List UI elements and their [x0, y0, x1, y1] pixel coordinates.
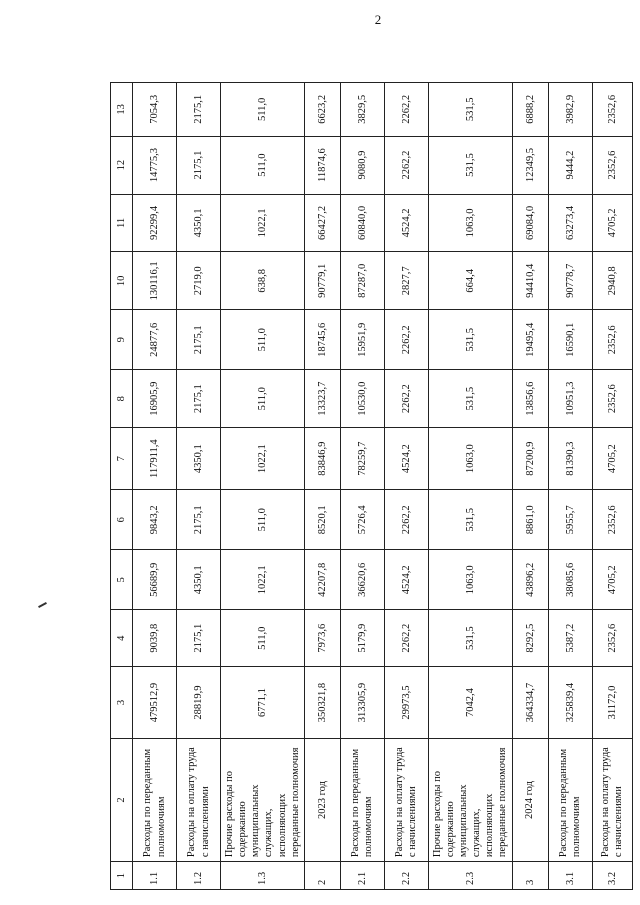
- value-cell: 3829,5: [340, 83, 384, 137]
- value-cell: 4350,1: [177, 428, 221, 490]
- table-row: [548, 83, 592, 890]
- value-cell: 1022,1: [221, 194, 305, 252]
- value-cell: 10530,0: [340, 370, 384, 428]
- value-cell: 531,5: [428, 490, 512, 550]
- value-cell: 92299,4: [133, 194, 177, 252]
- value-cell: 479512,9: [133, 667, 177, 739]
- table-row: [428, 83, 512, 890]
- value-cell: 13856,6: [512, 370, 548, 428]
- value-cell: 12349,5: [512, 136, 548, 194]
- row-description-cell: 2023 год: [304, 738, 340, 861]
- value-cell: 2352,6: [592, 490, 632, 550]
- value-cell: 87287,0: [340, 252, 384, 310]
- value-cell: 511,0: [221, 490, 305, 550]
- value-cell: 4705,2: [592, 550, 632, 610]
- value-cell: 3982,9: [548, 83, 592, 137]
- value-cell: 4524,2: [384, 194, 428, 252]
- value-cell: 1063,0: [428, 550, 512, 610]
- row-number-cell: 1.1: [133, 862, 177, 890]
- value-cell: 531,5: [428, 610, 512, 667]
- value-cell: 2175,1: [177, 490, 221, 550]
- value-cell: 531,5: [428, 370, 512, 428]
- value-cell: 2352,6: [592, 83, 632, 137]
- value-cell: 4705,2: [592, 194, 632, 252]
- value-cell: 531,5: [428, 136, 512, 194]
- value-cell: 511,0: [221, 310, 305, 370]
- value-cell: 14775,3: [133, 136, 177, 194]
- value-cell: 42207,8: [304, 550, 340, 610]
- value-cell: 43896,2: [512, 550, 548, 610]
- column-number-cell: 5: [111, 550, 133, 610]
- value-cell: 2262,2: [384, 136, 428, 194]
- column-number-cell: 3: [111, 667, 133, 739]
- table-row: [512, 83, 548, 890]
- value-cell: 2262,2: [384, 610, 428, 667]
- value-cell: 2175,1: [177, 610, 221, 667]
- value-cell: 87200,9: [512, 428, 548, 490]
- value-cell: 9039,8: [133, 610, 177, 667]
- value-cell: 9080,9: [340, 136, 384, 194]
- value-cell: 2262,2: [384, 83, 428, 137]
- value-cell: 16905,9: [133, 370, 177, 428]
- value-cell: 9843,2: [133, 490, 177, 550]
- value-cell: 28819,9: [177, 667, 221, 739]
- value-cell: 5179,9: [340, 610, 384, 667]
- table-row: [592, 83, 632, 890]
- value-cell: 24877,6: [133, 310, 177, 370]
- value-cell: 6771,1: [221, 667, 305, 739]
- value-cell: 36620,6: [340, 550, 384, 610]
- value-cell: 117911,4: [133, 428, 177, 490]
- column-number-cell: 7: [111, 428, 133, 490]
- value-cell: 19495,4: [512, 310, 548, 370]
- row-description-cell: Расходы по переданным полномочиям: [548, 738, 592, 861]
- value-cell: 5955,7: [548, 490, 592, 550]
- value-cell: 31172,0: [592, 667, 632, 739]
- value-cell: 8520,1: [304, 490, 340, 550]
- value-cell: 1063,0: [428, 428, 512, 490]
- value-cell: 2352,6: [592, 610, 632, 667]
- value-cell: 16590,1: [548, 310, 592, 370]
- row-number-cell: 2: [304, 862, 340, 890]
- row-description-cell: Расходы на оплату труда с начислениями: [592, 738, 632, 861]
- value-cell: 2262,2: [384, 370, 428, 428]
- value-cell: 7042,4: [428, 667, 512, 739]
- value-cell: 8861,0: [512, 490, 548, 550]
- value-cell: 2175,1: [177, 370, 221, 428]
- value-cell: 2352,6: [592, 136, 632, 194]
- value-cell: 83846,9: [304, 428, 340, 490]
- column-number-cell: 8: [111, 370, 133, 428]
- row-number-cell: 3: [512, 862, 548, 890]
- value-cell: 9444,2: [548, 136, 592, 194]
- value-cell: 13323,7: [304, 370, 340, 428]
- value-cell: 531,5: [428, 310, 512, 370]
- page-number: 2: [374, 12, 382, 27]
- value-cell: 18745,6: [304, 310, 340, 370]
- value-cell: 2262,2: [384, 490, 428, 550]
- row-description-cell: Расходы на оплату труда с начислениями: [177, 738, 221, 861]
- value-cell: 94410,4: [512, 252, 548, 310]
- value-cell: 11874,6: [304, 136, 340, 194]
- value-cell: 511,0: [221, 83, 305, 137]
- value-cell: 6623,2: [304, 83, 340, 137]
- value-cell: 2352,6: [592, 310, 632, 370]
- value-cell: 1022,1: [221, 550, 305, 610]
- value-cell: 4350,1: [177, 194, 221, 252]
- row-description-cell: Расходы на оплату труда с начислениями: [384, 738, 428, 861]
- column-number-cell: 1: [111, 862, 133, 890]
- value-cell: 350321,8: [304, 667, 340, 739]
- table-row: [177, 83, 221, 890]
- value-cell: 15951,9: [340, 310, 384, 370]
- column-number-cell: 10: [111, 252, 133, 310]
- value-cell: 60840,0: [340, 194, 384, 252]
- value-cell: 638,8: [221, 252, 305, 310]
- table-row: [133, 83, 177, 890]
- row-number-cell: 2.2: [384, 862, 428, 890]
- value-cell: 325839,4: [548, 667, 592, 739]
- value-cell: 2175,1: [177, 83, 221, 137]
- value-cell: 2352,6: [592, 370, 632, 428]
- column-number-cell: 4: [111, 610, 133, 667]
- table-row: [304, 83, 340, 890]
- table-row: [221, 83, 305, 890]
- value-cell: 5387,2: [548, 610, 592, 667]
- value-cell: 81390,3: [548, 428, 592, 490]
- value-cell: 4524,2: [384, 550, 428, 610]
- value-cell: 63273,4: [548, 194, 592, 252]
- row-number-cell: 3.2: [592, 862, 632, 890]
- column-number-cell: 6: [111, 490, 133, 550]
- row-number-cell: 1.3: [221, 862, 305, 890]
- row-number-cell: 2.3: [428, 862, 512, 890]
- row-number-cell: 1.2: [177, 862, 221, 890]
- row-number-cell: 2.1: [340, 862, 384, 890]
- value-cell: 4705,2: [592, 428, 632, 490]
- value-cell: 4350,1: [177, 550, 221, 610]
- value-cell: 5726,4: [340, 490, 384, 550]
- value-cell: 2827,7: [384, 252, 428, 310]
- row-number-cell: 3.1: [548, 862, 592, 890]
- value-cell: 2940,8: [592, 252, 632, 310]
- value-cell: 56689,9: [133, 550, 177, 610]
- value-cell: 90778,7: [548, 252, 592, 310]
- value-cell: 364334,7: [512, 667, 548, 739]
- value-cell: 2719,0: [177, 252, 221, 310]
- row-description-cell: 2024 год: [512, 738, 548, 861]
- value-cell: 4524,2: [384, 428, 428, 490]
- column-number-cell: 2: [111, 738, 133, 861]
- row-description-cell: Расходы по переданным полномочиям: [340, 738, 384, 861]
- value-cell: 2175,1: [177, 310, 221, 370]
- column-number-cell: 11: [111, 194, 133, 252]
- value-cell: 664,4: [428, 252, 512, 310]
- value-cell: 8292,5: [512, 610, 548, 667]
- value-cell: 2175,1: [177, 136, 221, 194]
- value-cell: 29973,5: [384, 667, 428, 739]
- value-cell: 78259,7: [340, 428, 384, 490]
- row-description-cell: Прочие расходы по содержанию муниципальных служащих, исполняющих переданные полномочия: [221, 738, 305, 861]
- value-cell: 10951,3: [548, 370, 592, 428]
- budget-table: [110, 82, 633, 890]
- value-cell: 531,5: [428, 83, 512, 137]
- table-row: [384, 83, 428, 890]
- value-cell: 7054,3: [133, 83, 177, 137]
- value-cell: 130116,1: [133, 252, 177, 310]
- value-cell: 6888,2: [512, 83, 548, 137]
- value-cell: 38085,6: [548, 550, 592, 610]
- value-cell: 313305,9: [340, 667, 384, 739]
- column-number-cell: 12: [111, 136, 133, 194]
- value-cell: 2262,2: [384, 310, 428, 370]
- column-number-cell: 9: [111, 310, 133, 370]
- row-description-cell: Расходы по переданным полномочиям: [133, 738, 177, 861]
- value-cell: 1022,1: [221, 428, 305, 490]
- value-cell: 90779,1: [304, 252, 340, 310]
- value-cell: 69084,0: [512, 194, 548, 252]
- column-number-row: [111, 83, 133, 890]
- table-container: [110, 82, 624, 890]
- value-cell: 66427,2: [304, 194, 340, 252]
- value-cell: 511,0: [221, 610, 305, 667]
- value-cell: 7973,6: [304, 610, 340, 667]
- stray-pen-mark: [38, 602, 47, 608]
- column-number-cell: 13: [111, 83, 133, 137]
- value-cell: 511,0: [221, 136, 305, 194]
- value-cell: 1063,0: [428, 194, 512, 252]
- row-description-cell: Прочие расходы по содержанию муниципальных служащих, исполняющих переданные полномочия: [428, 738, 512, 861]
- value-cell: 511,0: [221, 370, 305, 428]
- table-row: [340, 83, 384, 890]
